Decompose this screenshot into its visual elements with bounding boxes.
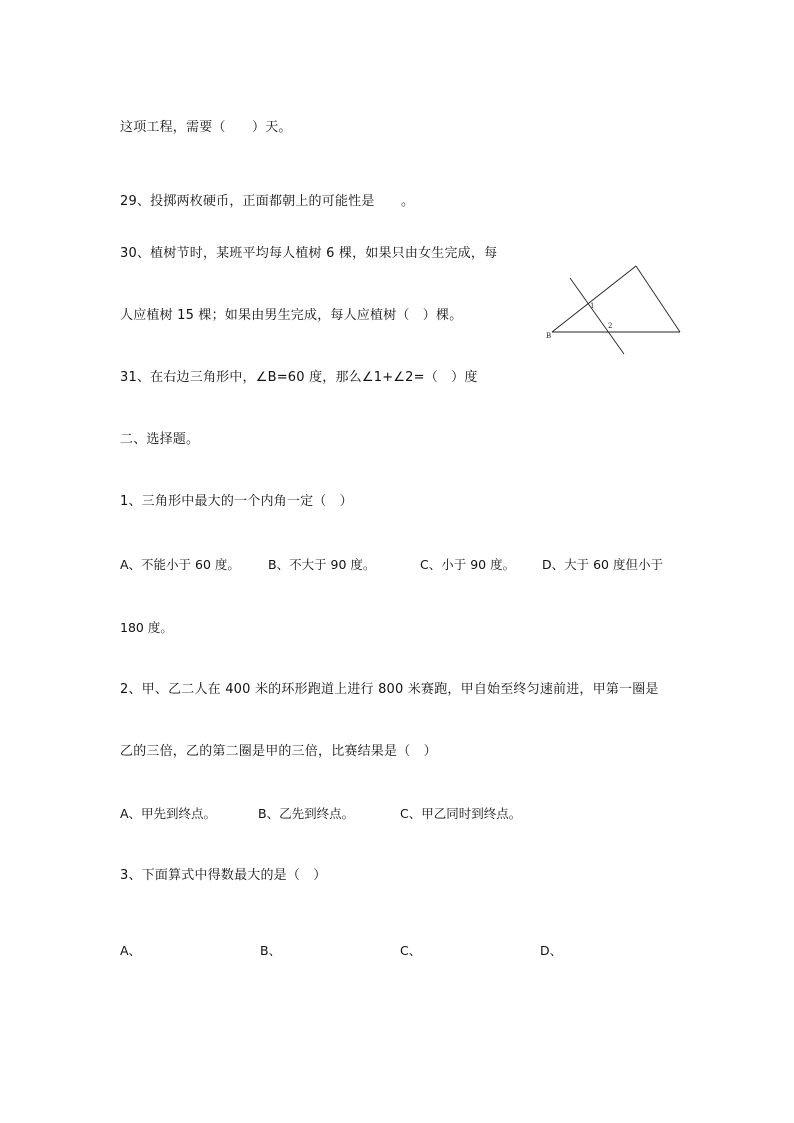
mc3-option-c: C、 bbox=[400, 943, 422, 958]
question-30-line-2: 人应植树 15 棵；如果由男生完成，每人应植树（ ）棵。 bbox=[120, 308, 463, 323]
mc3-option-b: B、 bbox=[260, 943, 282, 958]
mc2-stem-line-2: 乙的三倍，乙的第二圈是甲的三倍，比赛结果是（ ） bbox=[120, 744, 437, 759]
mc1-option-b: B、不大于 90 度。 bbox=[268, 557, 376, 572]
q28-continuation: 这项工程，需要（ ）天。 bbox=[120, 120, 292, 135]
triangle-side-ac bbox=[636, 266, 680, 332]
vertex-b-label: B bbox=[546, 332, 552, 340]
mc1-option-a: A、不能小于 60 度。 bbox=[120, 557, 240, 572]
mc2-option-a: A、甲先到终点。 bbox=[120, 806, 217, 821]
question-31: 31、在右边三角形中，∠B=60 度，那么∠1+∠2=（ ）度 bbox=[120, 370, 478, 385]
question-30-line-1: 30、植树节时，某班平均每人植树 6 棵，如果只由女生完成，每 bbox=[120, 246, 498, 261]
mc3-option-d: D、 bbox=[540, 943, 563, 958]
section-2-heading: 二、选择题。 bbox=[120, 432, 200, 447]
triangle-side-ba bbox=[552, 266, 636, 332]
mc1-option-c: C、小于 90 度。 bbox=[420, 557, 516, 572]
angle-2-label: 2 bbox=[608, 322, 613, 330]
mc2-option-b: B、乙先到终点。 bbox=[258, 806, 355, 821]
triangle-diagram bbox=[540, 262, 690, 358]
transversal-line bbox=[570, 278, 624, 354]
mc3-stem: 3、下面算式中得数最大的是（ ） bbox=[120, 868, 327, 883]
mc2-stem-line-1: 2、甲、乙二人在 400 米的环形跑道上进行 800 米赛跑，甲自始至终匀速前进，甲第一圈是 bbox=[120, 682, 659, 697]
mc2-option-c: C、甲乙同时到终点。 bbox=[400, 806, 522, 821]
mc1-stem: 1、三角形中最大的一个内角一定（ ） bbox=[120, 494, 353, 509]
question-29: 29、投掷两枚硬币，正面都朝上的可能性是 。 bbox=[120, 194, 415, 209]
angle-1-label: 1 bbox=[590, 302, 595, 310]
mc1-option-d-continued: 180 度。 bbox=[120, 620, 173, 635]
triangle-figure bbox=[540, 262, 690, 358]
mc3-option-a: A、 bbox=[120, 943, 142, 958]
mc1-option-d: D、大于 60 度但小于 bbox=[542, 557, 663, 572]
